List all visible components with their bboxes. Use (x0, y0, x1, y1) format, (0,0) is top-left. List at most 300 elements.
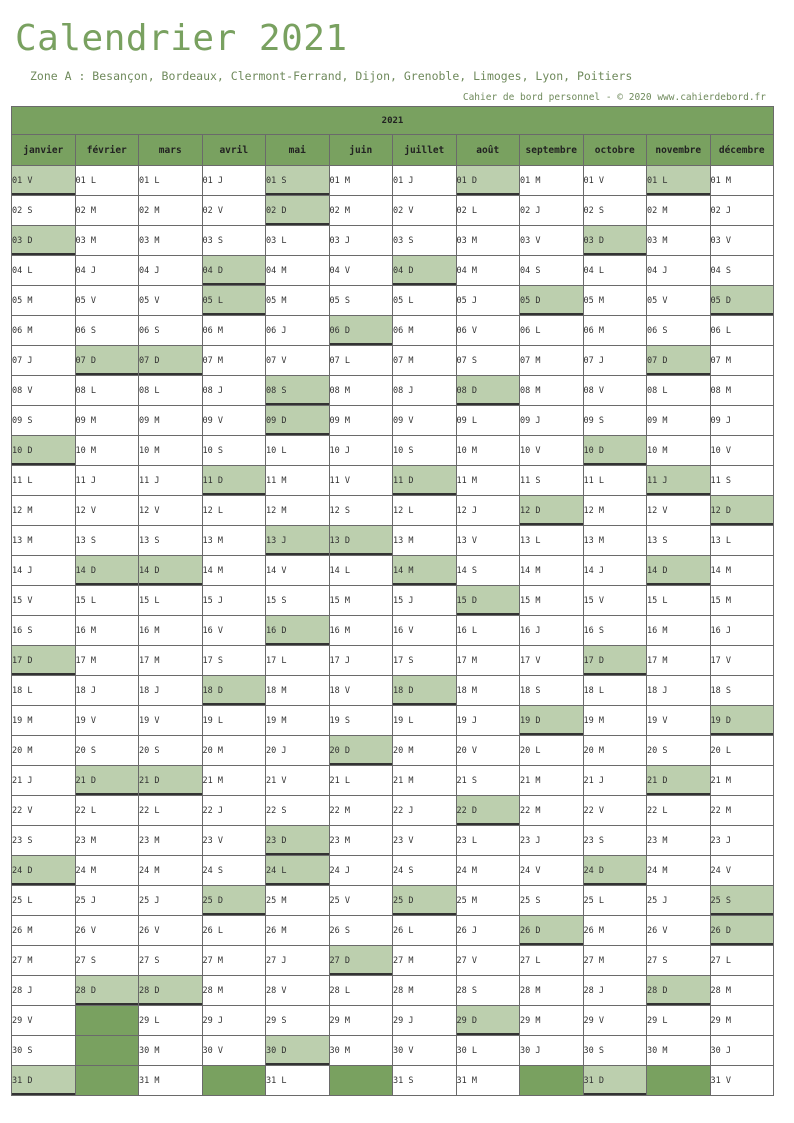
day-cell: 11 L (12, 466, 76, 496)
day-cell: 26 D (520, 916, 584, 946)
day-cell: 19 V (139, 706, 203, 736)
day-cell: 03 M (75, 226, 139, 256)
day-cell: 12 D (710, 496, 774, 526)
year-header: 2021 (12, 107, 774, 135)
day-cell: 02 S (583, 196, 647, 226)
day-cell: 29 S (266, 1006, 330, 1036)
day-row (12, 676, 774, 706)
day-cell: 03 D (12, 226, 76, 256)
day-cell: 09 L (456, 406, 520, 436)
day-cell: 14 D (139, 556, 203, 586)
day-cell: 05 V (75, 286, 139, 316)
day-cell: 10 J (329, 436, 393, 466)
day-cell: 15 M (329, 586, 393, 616)
day-cell: 22 L (75, 796, 139, 826)
day-cell: 23 M (75, 826, 139, 856)
day-cell: 01 V (12, 166, 76, 196)
day-cell: 05 L (393, 286, 457, 316)
day-cell: 28 S (456, 976, 520, 1006)
day-cell: 27 S (647, 946, 711, 976)
day-cell: 18 D (202, 676, 266, 706)
day-cell: 22 J (393, 796, 457, 826)
day-cell: 27 S (139, 946, 203, 976)
day-cell: 25 S (710, 886, 774, 916)
day-cell: 04 M (456, 256, 520, 286)
day-cell: 13 L (710, 526, 774, 556)
day-cell: 15 J (393, 586, 457, 616)
day-cell: 03 V (710, 226, 774, 256)
day-cell: 23 M (647, 826, 711, 856)
day-cell: 24 M (75, 856, 139, 886)
day-cell: 04 J (139, 256, 203, 286)
day-cell: 17 S (393, 646, 457, 676)
day-cell: 24 M (139, 856, 203, 886)
day-cell: 25 L (583, 886, 647, 916)
day-cell: 30 D (266, 1036, 330, 1066)
day-cell: 22 S (266, 796, 330, 826)
day-cell: 26 V (139, 916, 203, 946)
day-cell: 05 D (520, 286, 584, 316)
day-cell: 09 V (202, 406, 266, 436)
day-row (12, 826, 774, 856)
day-cell: 11 M (456, 466, 520, 496)
day-cell: 14 D (75, 556, 139, 586)
day-cell: 08 V (583, 376, 647, 406)
day-cell: 14 J (12, 556, 76, 586)
day-cell: 18 D (393, 676, 457, 706)
day-cell: 07 D (647, 346, 711, 376)
day-cell: 06 D (329, 316, 393, 346)
day-cell: 16 M (75, 616, 139, 646)
day-cell: 07 M (202, 346, 266, 376)
page-title: Calendrier 2021 (15, 18, 348, 59)
day-cell: 19 D (710, 706, 774, 736)
day-cell: 26 L (393, 916, 457, 946)
day-cell: 09 J (710, 406, 774, 436)
day-cell: 25 D (202, 886, 266, 916)
day-cell: 07 M (520, 346, 584, 376)
day-cell: 28 V (266, 976, 330, 1006)
day-cell: 20 L (520, 736, 584, 766)
day-cell: 19 S (329, 706, 393, 736)
day-row (12, 1066, 774, 1096)
day-cell: 20 D (329, 736, 393, 766)
day-cell: 12 L (393, 496, 457, 526)
day-cell: 22 L (139, 796, 203, 826)
day-cell: 02 V (202, 196, 266, 226)
day-cell: 22 J (202, 796, 266, 826)
day-row (12, 1036, 774, 1066)
day-cell: 19 V (647, 706, 711, 736)
day-cell: 25 S (520, 886, 584, 916)
day-cell: 10 D (583, 436, 647, 466)
day-cell: 10 S (202, 436, 266, 466)
day-cell: 13 J (266, 526, 330, 556)
day-cell: 01 V (583, 166, 647, 196)
day-cell: 14 M (202, 556, 266, 586)
month-header: février (75, 135, 139, 166)
day-cell: 17 J (329, 646, 393, 676)
day-cell: 07 S (456, 346, 520, 376)
day-cell: 20 S (75, 736, 139, 766)
day-cell: 20 J (266, 736, 330, 766)
day-cell: 23 S (12, 826, 76, 856)
day-cell: 16 M (139, 616, 203, 646)
day-row (12, 316, 774, 346)
day-cell: 17 M (647, 646, 711, 676)
day-row (12, 556, 774, 586)
day-cell: 04 L (12, 256, 76, 286)
day-cell: 06 L (520, 316, 584, 346)
day-cell: 14 V (266, 556, 330, 586)
day-cell: 15 L (139, 586, 203, 616)
day-cell: 26 M (583, 916, 647, 946)
day-cell: 31 S (393, 1066, 457, 1096)
day-cell: 01 L (139, 166, 203, 196)
day-cell: 29 M (710, 1006, 774, 1036)
day-cell: 02 M (139, 196, 203, 226)
empty-day-cell (520, 1066, 584, 1096)
day-cell: 31 D (12, 1066, 76, 1096)
day-cell: 02 J (520, 196, 584, 226)
day-cell: 24 V (520, 856, 584, 886)
day-cell: 23 S (583, 826, 647, 856)
day-cell: 13 D (329, 526, 393, 556)
day-cell: 04 S (710, 256, 774, 286)
day-row (12, 856, 774, 886)
day-cell: 04 D (393, 256, 457, 286)
day-cell: 24 S (393, 856, 457, 886)
day-cell: 31 L (266, 1066, 330, 1096)
day-cell: 16 V (202, 616, 266, 646)
day-cell: 23 V (393, 826, 457, 856)
calendar-table (11, 106, 774, 1096)
day-cell: 09 M (75, 406, 139, 436)
day-cell: 28 M (393, 976, 457, 1006)
day-cell: 06 M (393, 316, 457, 346)
day-row (12, 286, 774, 316)
month-header: janvier (12, 135, 76, 166)
day-cell: 21 L (329, 766, 393, 796)
day-cell: 07 D (139, 346, 203, 376)
day-cell: 08 M (710, 376, 774, 406)
day-cell: 16 D (266, 616, 330, 646)
day-row (12, 616, 774, 646)
day-cell: 29 L (647, 1006, 711, 1036)
day-cell: 01 L (75, 166, 139, 196)
day-cell: 07 M (393, 346, 457, 376)
day-cell: 28 M (520, 976, 584, 1006)
day-cell: 08 J (202, 376, 266, 406)
day-cell: 19 L (393, 706, 457, 736)
day-cell: 18 M (456, 676, 520, 706)
day-cell: 27 M (393, 946, 457, 976)
day-cell: 25 M (456, 886, 520, 916)
empty-day-cell (202, 1066, 266, 1096)
day-cell: 08 J (393, 376, 457, 406)
day-cell: 05 V (139, 286, 203, 316)
day-cell: 05 V (647, 286, 711, 316)
day-cell: 26 J (456, 916, 520, 946)
day-row (12, 586, 774, 616)
day-cell: 11 J (139, 466, 203, 496)
day-cell: 04 M (266, 256, 330, 286)
day-cell: 05 D (710, 286, 774, 316)
day-cell: 18 S (520, 676, 584, 706)
day-cell: 29 D (456, 1006, 520, 1036)
day-cell: 06 S (647, 316, 711, 346)
day-cell: 17 V (520, 646, 584, 676)
day-cell: 01 D (456, 166, 520, 196)
day-cell: 13 S (75, 526, 139, 556)
month-header: décembre (710, 135, 774, 166)
day-cell: 01 S (266, 166, 330, 196)
day-cell: 31 V (710, 1066, 774, 1096)
day-cell: 07 L (329, 346, 393, 376)
day-cell: 10 M (139, 436, 203, 466)
day-cell: 25 J (139, 886, 203, 916)
day-cell: 06 J (266, 316, 330, 346)
day-cell: 21 D (75, 766, 139, 796)
day-cell: 09 M (647, 406, 711, 436)
day-cell: 11 M (266, 466, 330, 496)
day-cell: 04 L (583, 256, 647, 286)
day-cell: 15 L (75, 586, 139, 616)
day-cell: 28 D (75, 976, 139, 1006)
day-cell: 09 S (583, 406, 647, 436)
day-cell: 20 S (647, 736, 711, 766)
day-cell: 21 M (202, 766, 266, 796)
day-cell: 08 L (647, 376, 711, 406)
day-cell: 03 M (647, 226, 711, 256)
day-cell: 03 M (456, 226, 520, 256)
day-cell: 06 L (710, 316, 774, 346)
day-row (12, 166, 774, 196)
day-cell: 10 D (12, 436, 76, 466)
day-cell: 27 D (329, 946, 393, 976)
day-cell: 16 S (583, 616, 647, 646)
day-cell: 18 M (266, 676, 330, 706)
day-cell: 24 L (266, 856, 330, 886)
day-cell: 24 S (202, 856, 266, 886)
day-cell: 11 L (583, 466, 647, 496)
day-row (12, 766, 774, 796)
day-cell: 14 J (583, 556, 647, 586)
day-cell: 13 M (12, 526, 76, 556)
day-cell: 28 J (583, 976, 647, 1006)
day-cell: 17 V (710, 646, 774, 676)
day-cell: 29 J (393, 1006, 457, 1036)
day-cell: 16 V (393, 616, 457, 646)
day-cell: 18 L (12, 676, 76, 706)
day-cell: 17 D (12, 646, 76, 676)
day-row (12, 406, 774, 436)
day-cell: 26 M (12, 916, 76, 946)
day-cell: 29 J (202, 1006, 266, 1036)
day-cell: 06 S (139, 316, 203, 346)
day-cell: 19 L (202, 706, 266, 736)
day-cell: 18 L (583, 676, 647, 706)
day-cell: 12 M (12, 496, 76, 526)
day-cell: 10 M (456, 436, 520, 466)
day-cell: 20 M (12, 736, 76, 766)
day-cell: 29 M (329, 1006, 393, 1036)
day-cell: 30 J (710, 1036, 774, 1066)
day-row (12, 346, 774, 376)
day-cell: 12 M (583, 496, 647, 526)
day-cell: 10 M (75, 436, 139, 466)
day-cell: 01 L (647, 166, 711, 196)
day-row (12, 706, 774, 736)
zone-subtitle: Zone A : Besançon, Bordeaux, Clermont-Ferrand, Dijon, Grenoble, Limoges, Lyon, Poitiers (30, 69, 633, 83)
day-cell: 27 S (75, 946, 139, 976)
day-cell: 03 J (329, 226, 393, 256)
day-cell: 27 L (520, 946, 584, 976)
day-cell: 04 J (647, 256, 711, 286)
month-header: juillet (393, 135, 457, 166)
day-cell: 01 M (329, 166, 393, 196)
day-row (12, 736, 774, 766)
day-cell: 28 M (202, 976, 266, 1006)
day-cell: 19 D (520, 706, 584, 736)
day-cell: 22 M (710, 796, 774, 826)
day-cell: 21 D (139, 766, 203, 796)
day-cell: 16 L (456, 616, 520, 646)
day-cell: 14 M (520, 556, 584, 586)
day-cell: 17 S (202, 646, 266, 676)
day-row (12, 196, 774, 226)
day-cell: 11 D (202, 466, 266, 496)
day-cell: 13 V (456, 526, 520, 556)
day-cell: 03 L (266, 226, 330, 256)
empty-day-cell (75, 1006, 139, 1036)
day-cell: 26 D (710, 916, 774, 946)
day-cell: 15 D (456, 586, 520, 616)
day-cell: 23 D (266, 826, 330, 856)
day-cell: 27 M (12, 946, 76, 976)
day-cell: 19 M (12, 706, 76, 736)
day-cell: 02 V (393, 196, 457, 226)
day-cell: 07 D (75, 346, 139, 376)
day-cell: 05 M (12, 286, 76, 316)
day-cell: 06 M (202, 316, 266, 346)
day-cell: 10 S (393, 436, 457, 466)
day-cell: 13 M (583, 526, 647, 556)
day-cell: 21 J (12, 766, 76, 796)
day-cell: 17 M (139, 646, 203, 676)
day-cell: 28 J (12, 976, 76, 1006)
day-cell: 24 M (647, 856, 711, 886)
day-cell: 24 D (12, 856, 76, 886)
day-cell: 02 L (456, 196, 520, 226)
day-cell: 10 M (647, 436, 711, 466)
day-cell: 12 M (266, 496, 330, 526)
day-cell: 29 L (139, 1006, 203, 1036)
day-cell: 15 M (520, 586, 584, 616)
day-cell: 31 M (139, 1066, 203, 1096)
day-cell: 26 L (202, 916, 266, 946)
day-cell: 27 J (266, 946, 330, 976)
day-cell: 30 M (139, 1036, 203, 1066)
day-cell: 16 S (12, 616, 76, 646)
day-cell: 11 S (710, 466, 774, 496)
day-cell: 09 M (139, 406, 203, 436)
day-cell: 07 J (12, 346, 76, 376)
day-cell: 20 L (710, 736, 774, 766)
day-cell: 15 L (647, 586, 711, 616)
day-cell: 16 J (710, 616, 774, 646)
day-cell: 18 J (75, 676, 139, 706)
day-cell: 15 M (710, 586, 774, 616)
day-cell: 21 M (520, 766, 584, 796)
day-cell: 03 V (520, 226, 584, 256)
month-header: septembre (520, 135, 584, 166)
day-cell: 20 M (202, 736, 266, 766)
day-cell: 15 S (266, 586, 330, 616)
day-cell: 09 M (329, 406, 393, 436)
day-cell: 02 M (75, 196, 139, 226)
day-cell: 06 V (456, 316, 520, 346)
day-cell: 09 J (520, 406, 584, 436)
day-cell: 03 M (139, 226, 203, 256)
day-cell: 11 S (520, 466, 584, 496)
day-cell: 08 S (266, 376, 330, 406)
day-cell: 14 L (329, 556, 393, 586)
day-cell: 05 M (583, 286, 647, 316)
month-header: mai (266, 135, 330, 166)
day-cell: 18 J (139, 676, 203, 706)
day-cell: 27 M (583, 946, 647, 976)
day-cell: 22 M (329, 796, 393, 826)
day-cell: 12 S (329, 496, 393, 526)
day-cell: 23 J (710, 826, 774, 856)
day-cell: 22 V (583, 796, 647, 826)
empty-day-cell (647, 1066, 711, 1096)
day-cell: 24 M (456, 856, 520, 886)
day-cell: 22 D (456, 796, 520, 826)
day-cell: 21 D (647, 766, 711, 796)
day-cell: 15 J (202, 586, 266, 616)
day-cell: 16 J (520, 616, 584, 646)
day-cell: 26 V (647, 916, 711, 946)
day-cell: 05 J (456, 286, 520, 316)
day-cell: 07 J (583, 346, 647, 376)
month-header: novembre (647, 135, 711, 166)
calendar-body (12, 166, 774, 1096)
day-cell: 02 S (12, 196, 76, 226)
day-cell: 12 L (202, 496, 266, 526)
day-cell: 30 S (583, 1036, 647, 1066)
day-row (12, 526, 774, 556)
day-cell: 14 S (456, 556, 520, 586)
day-cell: 03 D (583, 226, 647, 256)
day-cell: 14 D (647, 556, 711, 586)
day-cell: 30 L (456, 1036, 520, 1066)
day-cell: 10 V (520, 436, 584, 466)
day-cell: 18 V (329, 676, 393, 706)
day-cell: 11 V (329, 466, 393, 496)
day-cell: 04 D (202, 256, 266, 286)
day-cell: 21 V (266, 766, 330, 796)
day-cell: 28 D (647, 976, 711, 1006)
day-cell: 09 V (393, 406, 457, 436)
month-header: avril (202, 135, 266, 166)
day-cell: 03 S (393, 226, 457, 256)
day-cell: 22 L (647, 796, 711, 826)
day-cell: 15 V (583, 586, 647, 616)
day-cell: 05 M (266, 286, 330, 316)
day-cell: 21 S (456, 766, 520, 796)
